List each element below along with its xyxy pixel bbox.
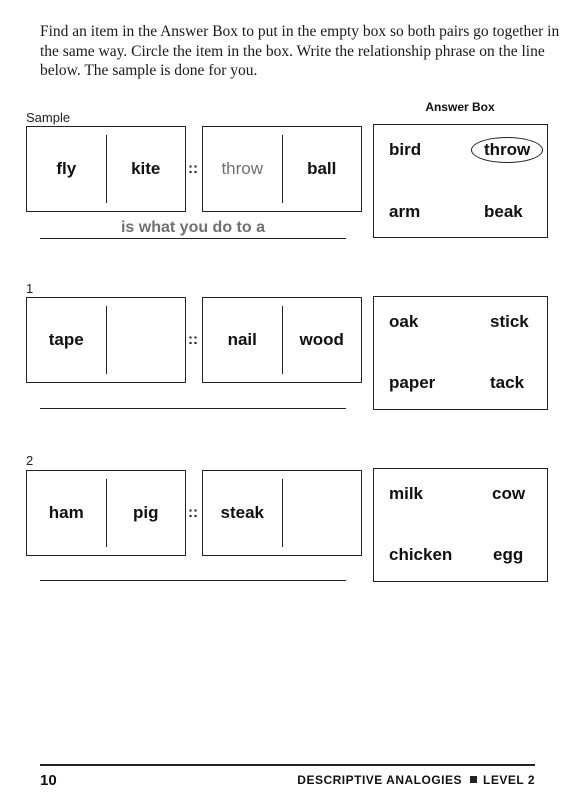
page-number: 10 <box>40 772 57 789</box>
sample-label: Sample <box>26 110 71 125</box>
problem-2-pair-one-second: pig <box>133 503 159 522</box>
sample-pair-one-second: kite <box>131 159 161 178</box>
square-bullet-icon <box>470 776 477 783</box>
sample-answer-4[interactable]: beak <box>484 202 523 221</box>
footer-book-title: DESCRIPTIVE ANALOGIES <box>297 773 463 787</box>
problem-1-answer-line[interactable] <box>40 408 346 409</box>
footer-level: LEVEL 2 <box>483 773 535 787</box>
problem-1-empty-box[interactable] <box>107 298 186 382</box>
problem-2-pair-two <box>202 470 362 556</box>
problem-2-answer-3[interactable]: chicken <box>389 545 453 564</box>
problem-1-answer-2[interactable]: stick <box>490 312 529 331</box>
problem-1-answer-box <box>373 296 548 410</box>
sample-answer-1[interactable]: bird <box>389 140 422 159</box>
problem-2-separator: :: <box>188 504 198 521</box>
problem-1-answer-1[interactable]: oak <box>389 312 419 331</box>
sample-answer-2-circled[interactable]: throw <box>471 137 543 163</box>
footer-title <box>297 773 535 787</box>
problem-1-separator: :: <box>188 331 198 348</box>
problem-1-label: 1 <box>26 281 34 296</box>
sample-separator: :: <box>188 160 198 177</box>
problem-2-pair-one-first: ham <box>27 479 107 547</box>
sample-pair-two-second: ball <box>307 159 337 178</box>
problem-1-pair-two-first: nail <box>203 306 283 374</box>
sample-answer-box <box>373 124 548 238</box>
sample-relationship-phrase: is what you do to a <box>120 219 265 236</box>
problem-1-pair-one-first: tape <box>27 306 107 374</box>
footer-rule <box>40 764 535 766</box>
problem-2-label: 2 <box>26 453 34 468</box>
problem-2-answer-1[interactable]: milk <box>389 484 424 503</box>
problem-2-answer-2[interactable]: cow <box>492 484 526 503</box>
sample-answer-3[interactable]: arm <box>389 202 421 221</box>
problem-1-answer-4[interactable]: tack <box>490 373 525 392</box>
problem-1-pair-one <box>26 297 186 383</box>
answer-box-heading: Answer Box <box>425 100 495 114</box>
instructions: Find an item in the Answer Box to put in the empty box so both pairs go together in the same way. Circle the item in the box. Write the relationship phrase on the line below. The sample is done for you. <box>40 23 560 79</box>
problem-2-answer-line[interactable] <box>40 580 346 581</box>
problem-1-answer-3[interactable]: paper <box>389 373 436 392</box>
problem-1-pair-two <box>202 297 362 383</box>
problem-2-pair-one <box>26 470 186 556</box>
problem-2-answer-4[interactable]: egg <box>493 545 524 564</box>
sample-pair-two <box>202 126 362 212</box>
sample-pair-one <box>26 126 186 212</box>
sample-pair-one-first: fly <box>27 135 107 203</box>
sample-pair-two-first: throw <box>203 135 283 203</box>
sample-answer-line <box>40 238 346 239</box>
problem-2-empty-box[interactable] <box>283 471 362 555</box>
problem-2-pair-two-first: steak <box>203 479 283 547</box>
problem-1-pair-two-second: wood <box>299 330 344 349</box>
problem-2-answer-box <box>373 468 548 582</box>
